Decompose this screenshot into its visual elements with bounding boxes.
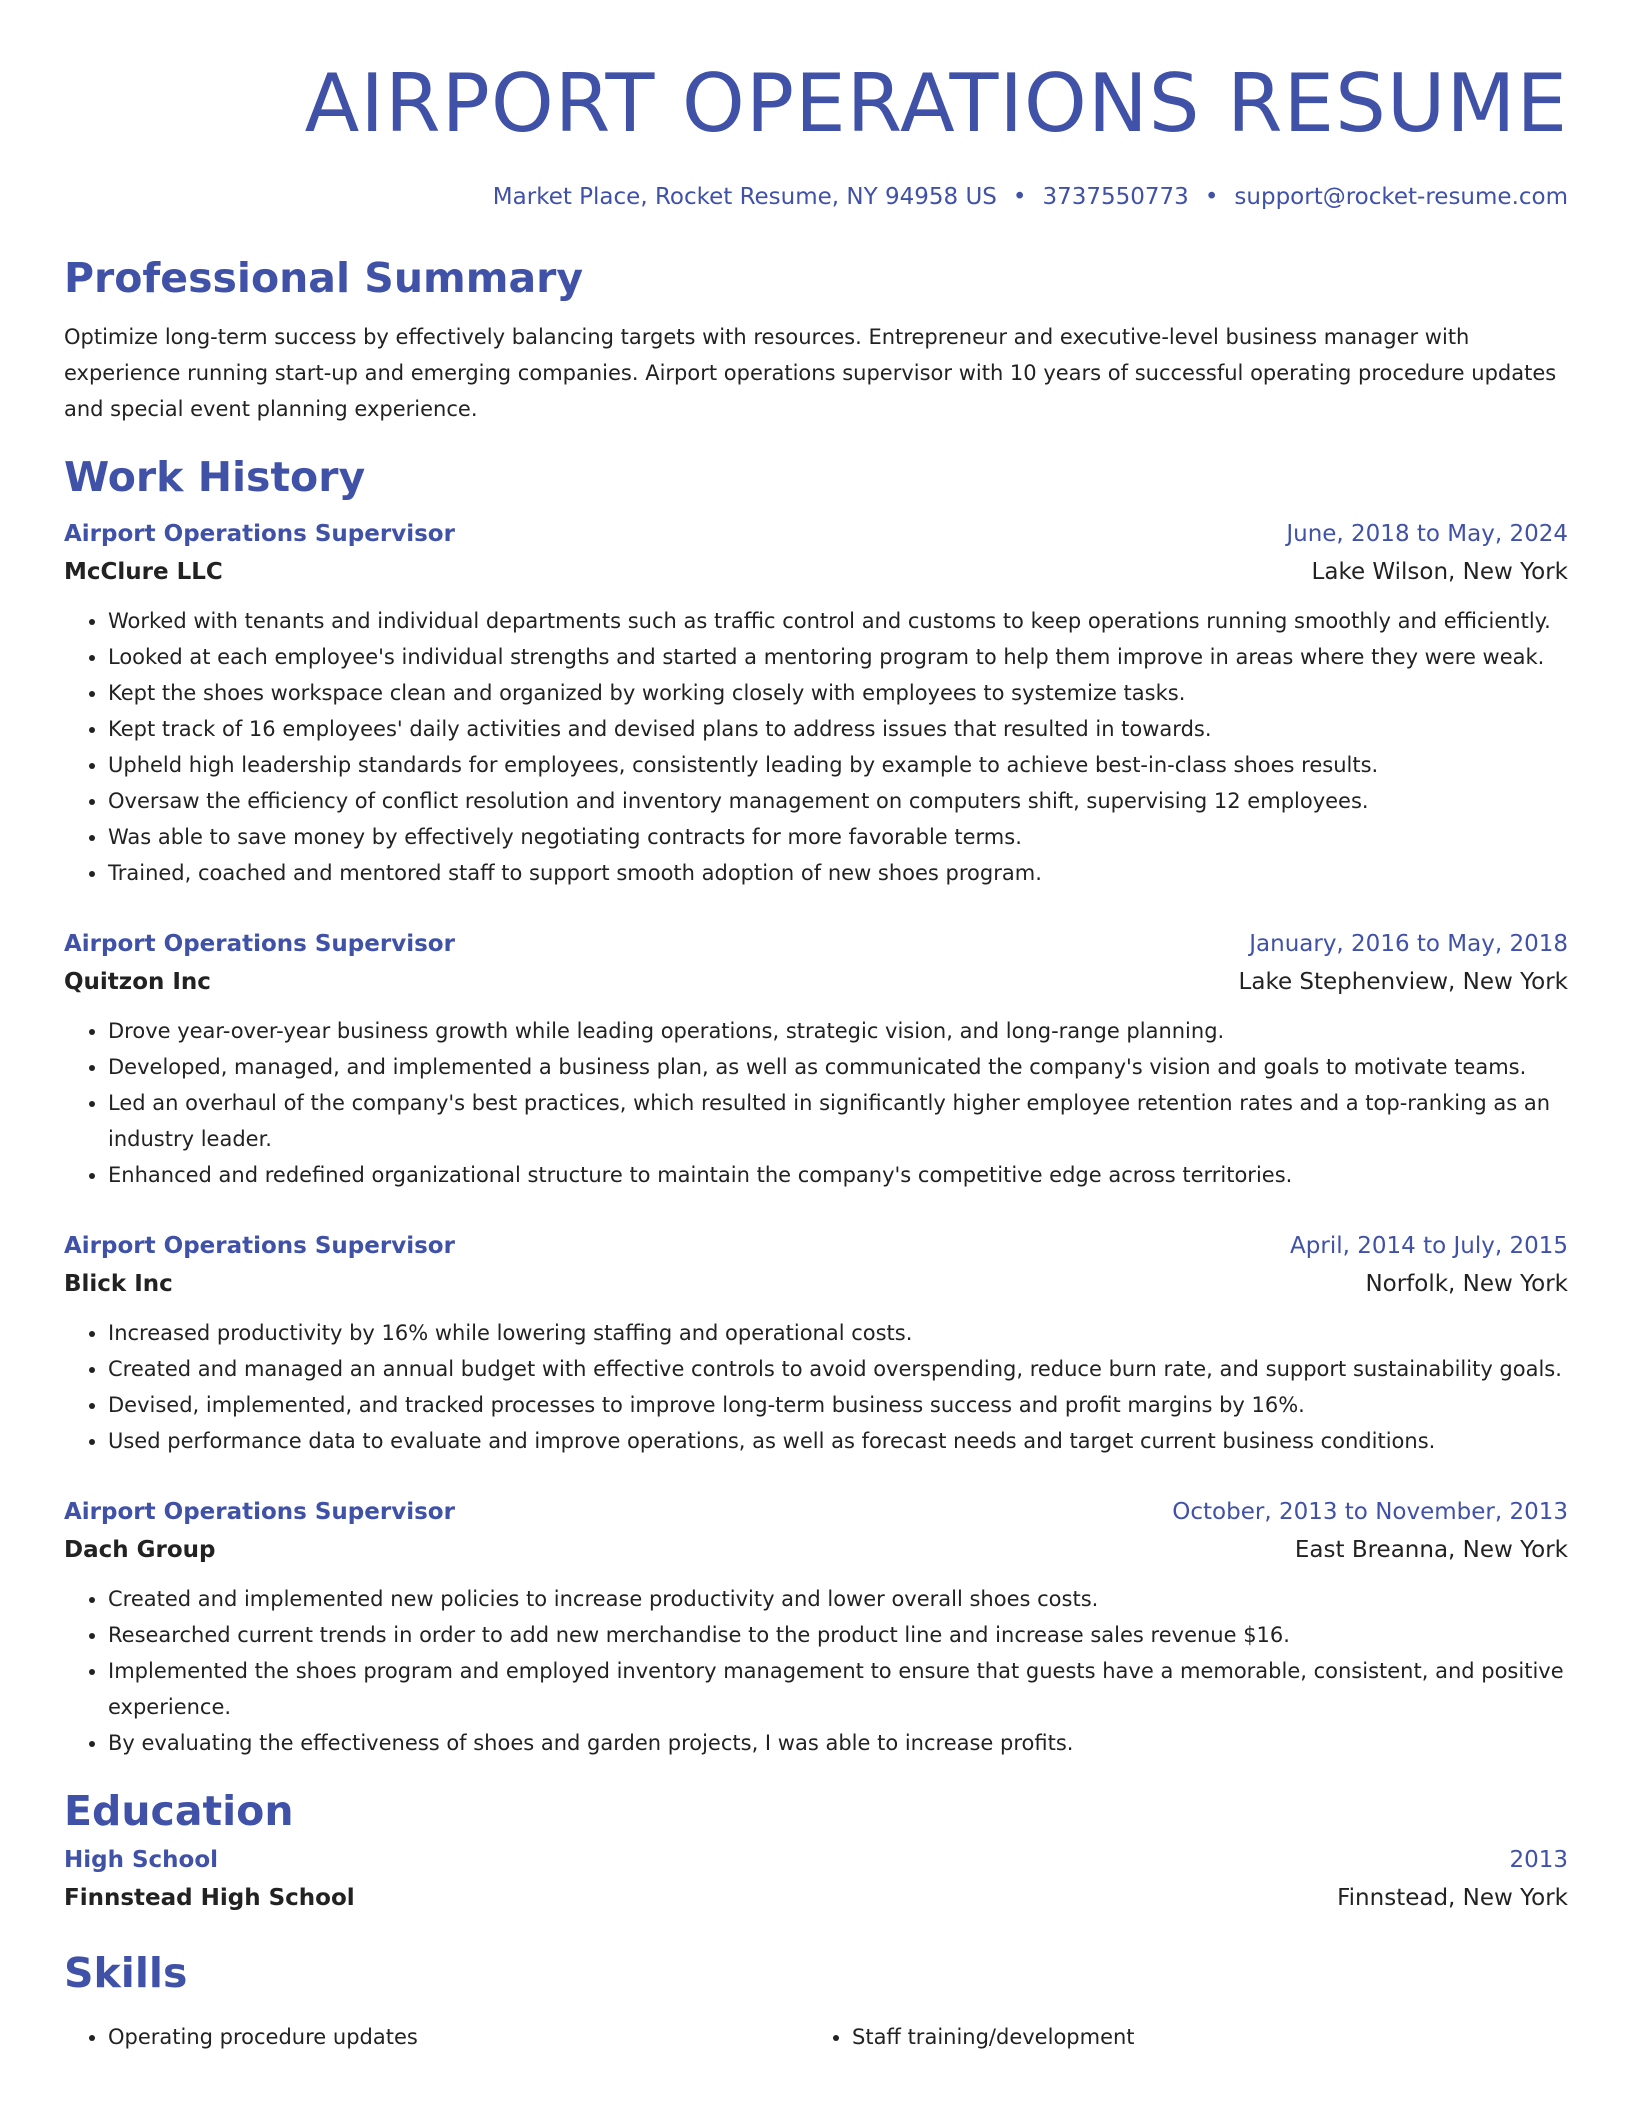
skill-item: • Operating procedure updates — [108, 2019, 808, 2055]
job-dates: June, 2018 to May, 2024 — [1286, 521, 1568, 547]
job-bullet: • Looked at each employee's individual strengths and started a mentoring program to help them improve in areas where they were weak. — [108, 639, 1568, 675]
education-degree: High School — [64, 1847, 219, 1873]
job-company: Blick Inc — [64, 1271, 173, 1297]
job-bullets — [64, 1013, 1568, 1193]
work-history-list — [64, 515, 1568, 1761]
job-bullet: • Kept track of 16 employees' daily activities and devised plans to address issues that resulted in towards. — [108, 711, 1568, 747]
job-entry — [64, 1493, 1568, 1761]
resume-title: AIRPORT OPERATIONS RESUME — [304, 57, 1568, 150]
job-bullet: • Enhanced and redefined organizational structure to maintain the company's competitive edge across territories. — [108, 1157, 1568, 1193]
job-company: McClure LLC — [64, 559, 223, 585]
summary-text: Optimize long-term success by effectively balancing targets with resources. Entrepreneur and executive-level business manager with experience running start-up and emerging companies. Airport operations supervisor with 10 years of successful operating procedure updates and special event planning experience. — [64, 325, 1557, 421]
job-role: Airport Operations Supervisor — [64, 1233, 455, 1259]
job-location: Lake Wilson, New York — [1311, 559, 1568, 585]
job-bullet: • Was able to save money by effectively negotiating contracts for more favorable terms. — [108, 819, 1568, 855]
job-bullet: • Oversaw the efficiency of conflict resolution and inventory management on computers shift, supervising 12 employees. — [108, 783, 1568, 819]
skill-item: • Staff training/development — [852, 2019, 1552, 2055]
job-bullet: • Trained, coached and mentored staff to support smooth adoption of new shoes program. — [108, 855, 1568, 891]
education-heading: Education — [64, 1787, 294, 1835]
contact-email: support@rocket-resume.com — [1234, 184, 1568, 210]
contact-address: Market Place, Rocket Resume, NY 94958 US — [492, 184, 997, 210]
job-dates: October, 2013 to November, 2013 — [1172, 1499, 1568, 1525]
job-location: East Breanna, New York — [1294, 1537, 1568, 1563]
skills-column-right — [808, 2019, 1552, 2055]
job-entry — [64, 1227, 1568, 1459]
job-role: Airport Operations Supervisor — [64, 521, 455, 547]
job-dates: April, 2014 to July, 2015 — [1290, 1233, 1568, 1259]
skills-column-left — [64, 2019, 808, 2055]
contact-separator: • — [1204, 184, 1219, 210]
skills-list — [64, 2019, 1568, 2055]
resume-page — [64, 0, 1568, 2055]
job-bullet: • Led an overhaul of the company's best practices, which resulted in significantly higher employee retention rates and a top-ranking as an industry leader. — [108, 1085, 1568, 1157]
education-location: Finnstead, New York — [1337, 1885, 1568, 1911]
job-bullet: • Kept the shoes workspace clean and organized by working closely with employees to systemize tasks. — [108, 675, 1568, 711]
job-bullet: • Used performance data to evaluate and improve operations, as well as forecast needs and target current business conditions. — [108, 1423, 1568, 1459]
job-bullet: • Devised, implemented, and tracked processes to improve long-term business success and profit margins by 16%. — [108, 1387, 1568, 1423]
job-location: Lake Stephenview, New York — [1238, 969, 1568, 995]
summary-heading: Professional Summary — [64, 254, 584, 302]
job-bullet: • Drove year-over-year business growth while leading operations, strategic vision, and long-range planning. — [108, 1013, 1568, 1049]
education-entry — [64, 1841, 1568, 1917]
job-location: Norfolk, New York — [1365, 1271, 1568, 1297]
education-year: 2013 — [1509, 1847, 1568, 1873]
job-role: Airport Operations Supervisor — [64, 1499, 455, 1525]
job-bullets — [64, 603, 1568, 891]
contact-separator: • — [1012, 184, 1027, 210]
job-bullet: • Upheld high leadership standards for employees, consistently leading by example to achieve best-in-class shoes results. — [108, 747, 1568, 783]
job-bullet: • Created and managed an annual budget with effective controls to avoid overspending, reduce burn rate, and support sustainability goals. — [108, 1351, 1568, 1387]
job-dates: January, 2016 to May, 2018 — [1249, 931, 1568, 957]
job-entry — [64, 925, 1568, 1193]
contact-phone: 3737550773 — [1042, 184, 1189, 210]
job-company: Dach Group — [64, 1537, 216, 1563]
job-bullets — [64, 1315, 1568, 1459]
job-entry — [64, 515, 1568, 891]
skills-heading: Skills — [64, 1949, 188, 1997]
job-bullet: • Implemented the shoes program and employed inventory management to ensure that guests have a memorable, consistent, and positive experience. — [108, 1653, 1568, 1725]
job-bullets — [64, 1581, 1568, 1761]
job-role: Airport Operations Supervisor — [64, 931, 455, 957]
job-bullet: • Developed, managed, and implemented a business plan, as well as communicated the company's vision and goals to motivate teams. — [108, 1049, 1568, 1085]
education-school: Finnstead High School — [64, 1885, 355, 1911]
job-bullet: • Increased productivity by 16% while lowering staffing and operational costs. — [108, 1315, 1568, 1351]
job-company: Quitzon Inc — [64, 969, 211, 995]
job-bullet: • Researched current trends in order to add new merchandise to the product line and increase sales revenue $16. — [108, 1617, 1568, 1653]
job-bullet: • By evaluating the effectiveness of shoes and garden projects, I was able to increase profits. — [108, 1725, 1568, 1761]
work-history-heading: Work History — [64, 453, 366, 501]
job-bullet: • Created and implemented new policies to increase productivity and lower overall shoes costs. — [108, 1581, 1568, 1617]
job-bullet: • Worked with tenants and individual departments such as traffic control and customs to keep operations running smoothly and efficiently. — [108, 603, 1568, 639]
contact-line — [64, 182, 1568, 212]
